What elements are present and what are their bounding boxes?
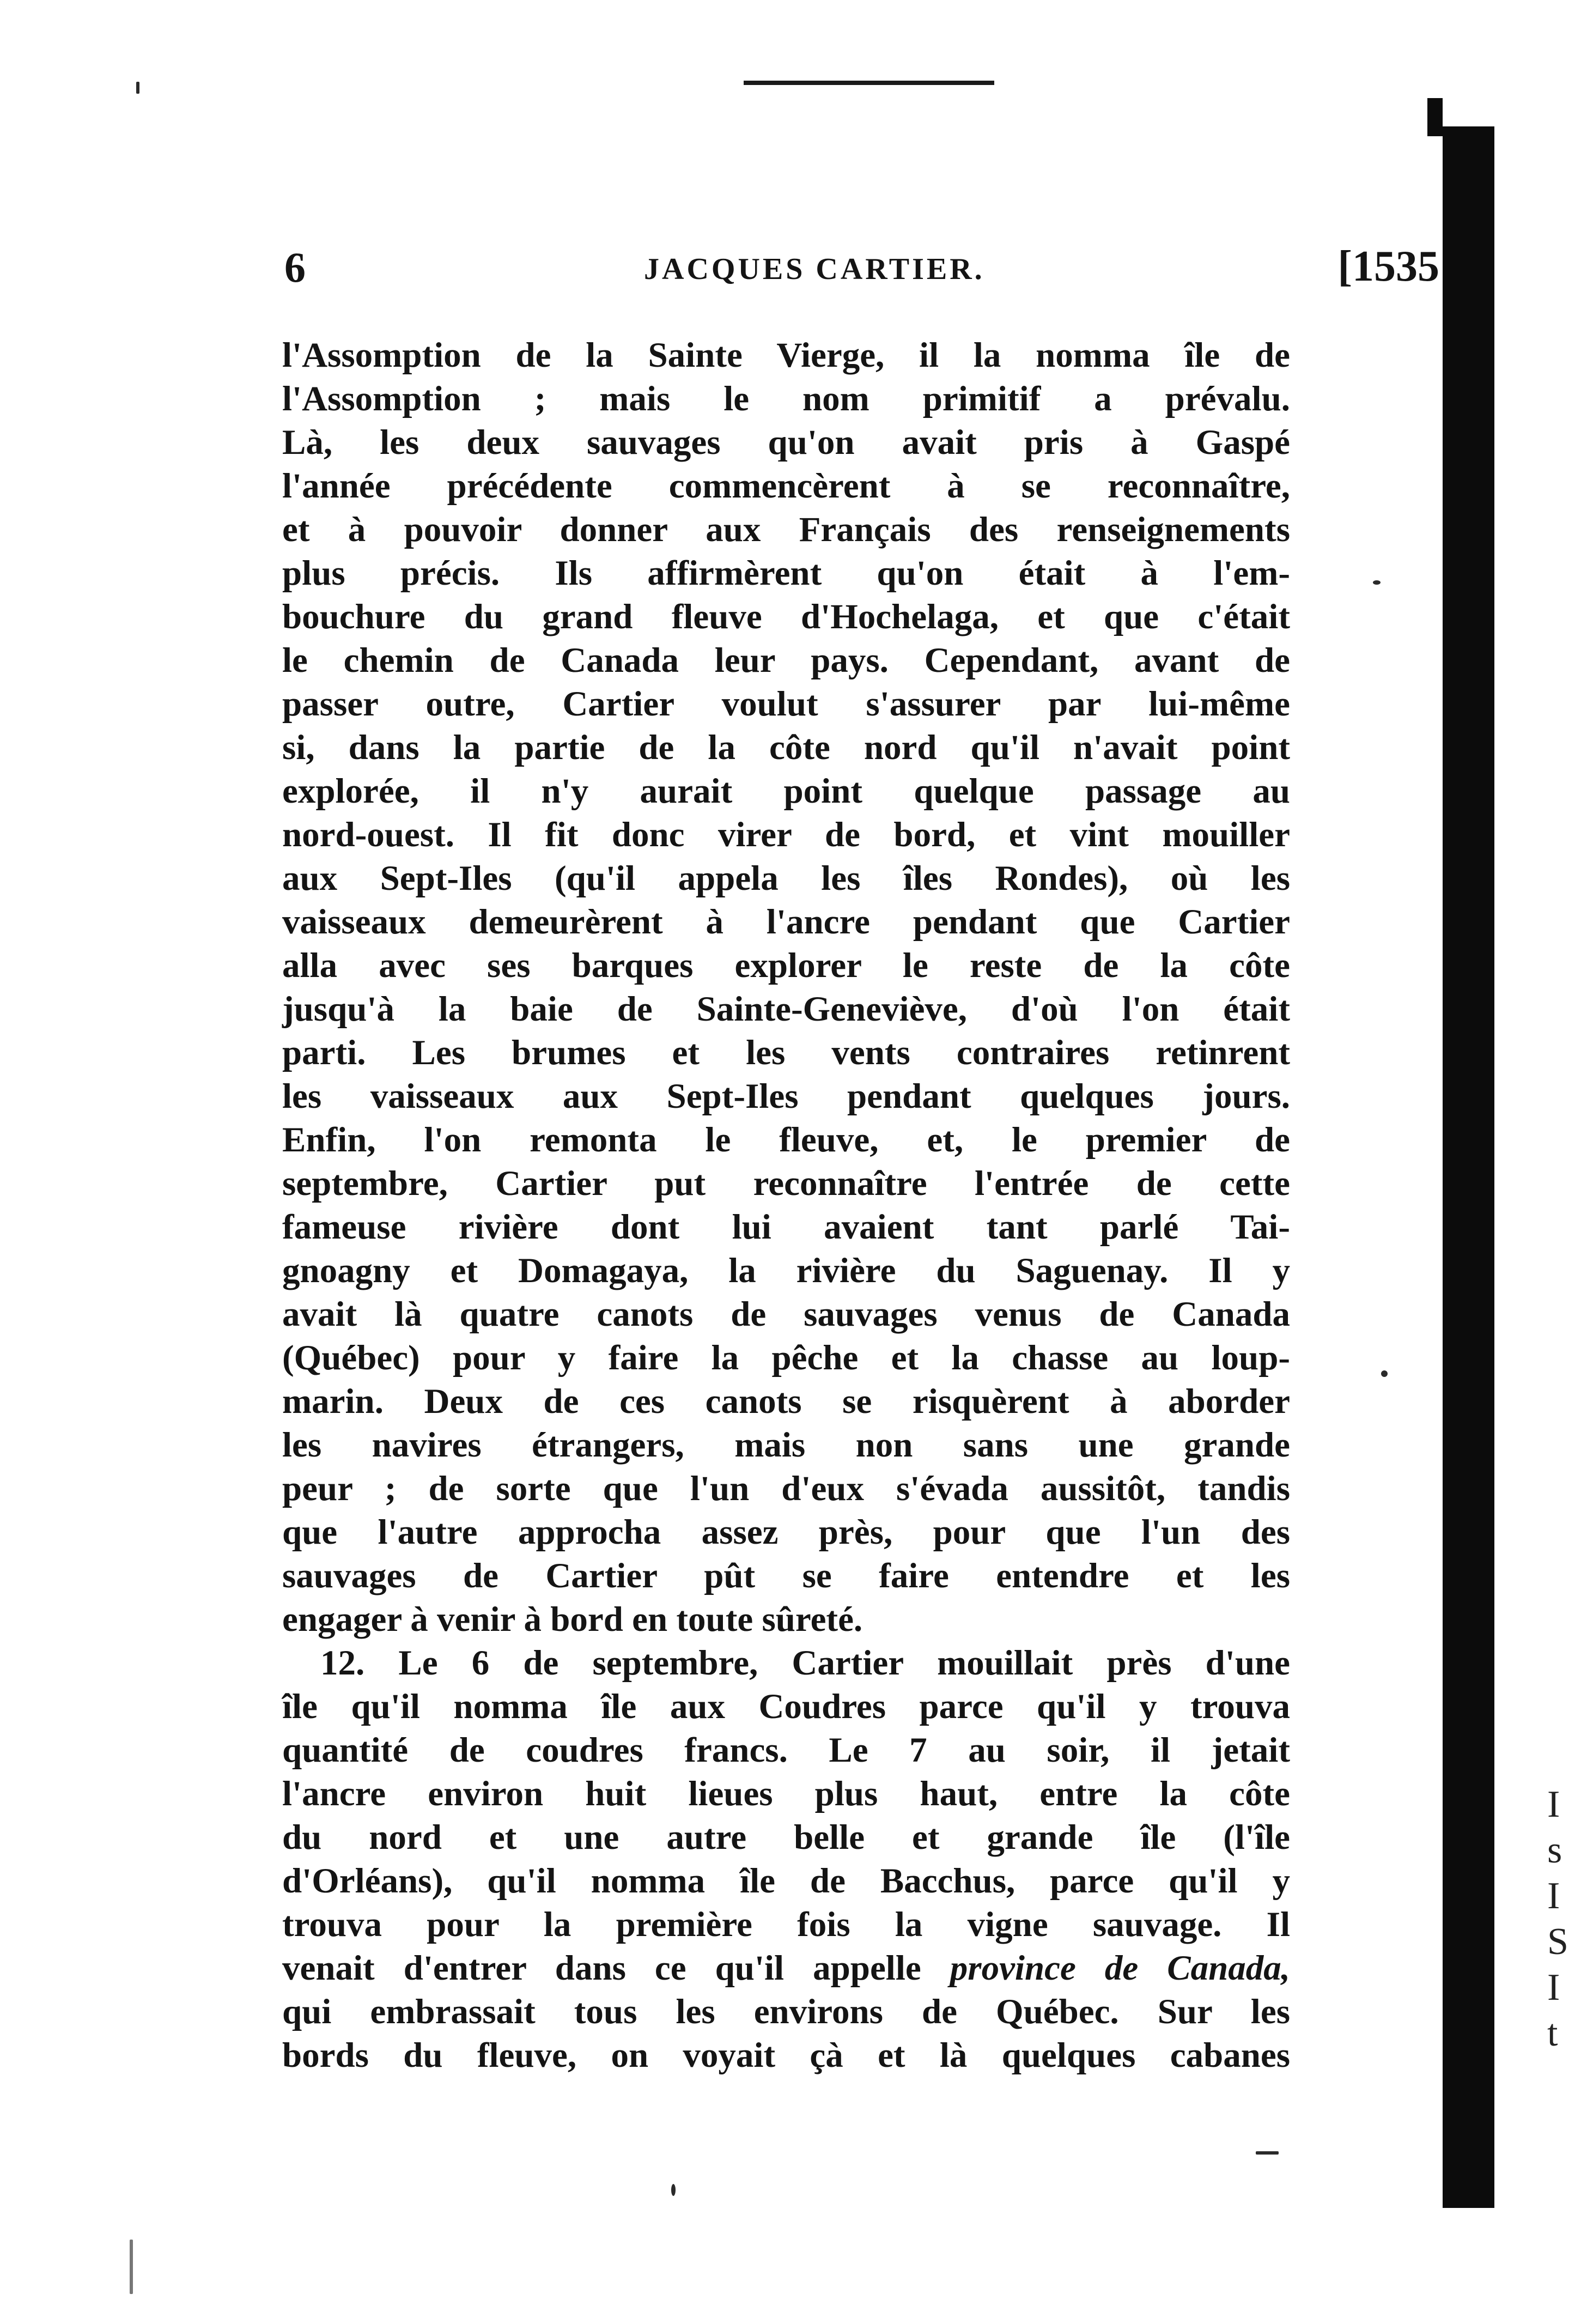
text-line: gnoagny et Domagaya, la rivière du Saguenay. Il y [282,1251,1290,1290]
scan-speck [1373,580,1381,585]
fragment-char: I [1547,1875,1560,1917]
text-line: si, dans la partie de la côte nord qu'il n'avait point [282,728,1290,767]
text-line: explorée, il n'y aurait point quelque passage au [282,772,1290,811]
text-line: qui embrassait tous les environs de Québec. Sur les [282,1992,1290,2031]
page-number: 6 [284,244,306,291]
fragment-char: t [1547,2012,1558,2054]
year-mark: [1535 [1337,242,1439,290]
text-line: l'ancre environ huit lieues plus haut, entre la côte [282,1774,1290,1813]
text-line: nord-ouest. Il fit donc virer de bord, et vint mouiller [282,815,1290,854]
text-line: aux Sept-Iles (qu'il appela les îles Rondes), où les [282,859,1290,898]
text-line: du nord et une autre belle et grande île (l'île [282,1818,1290,1857]
scan-speck [1256,2151,1279,2155]
text-line: jusqu'à la baie de Sainte-Geneviève, d'où l'on était [282,990,1290,1029]
italic-phrase: province de Canada, [950,1949,1290,1988]
text-line: fameuse rivière dont lui avaient tant parlé Tai- [282,1207,1290,1247]
scan-speck [130,2240,133,2294]
text-line: alla avec ses barques explorer le reste de la côte [282,946,1290,985]
text-line: bords du fleuve, on voyait çà et là quelques cabanes [282,2036,1290,2075]
text-line: Là, les deux sauvages qu'on avait pris à Gaspé [282,423,1290,462]
text-line: engager à venir à bord en toute sûreté. [282,1600,863,1639]
page-header [284,240,1439,300]
text-line: le chemin de Canada leur pays. Cependant, avant de [282,641,1290,680]
text-line: (Québec) pour y faire la pêche et la chasse au loup- [282,1338,1290,1378]
text-line: septembre, Cartier put reconnaître l'entrée de cette [282,1164,1290,1203]
text-line: et à pouvoir donner aux Français des renseignements [282,510,1290,549]
text-line: avait là quatre canots de sauvages venus de Canada [282,1295,1290,1334]
text-line: quantité de coudres francs. Le 7 au soir, il jetait [282,1731,1290,1770]
text-line: d'Orléans), qu'il nomma île de Bacchus, parce qu'il y [282,1861,1290,1901]
fragment-char: s [1547,1829,1562,1871]
text-line: passer outre, Cartier voulut s'assurer par lui-même [282,684,1290,724]
line-text: venait d'entrer dans ce qu'il appelle [282,1949,950,1988]
body-text [282,333,1290,2077]
text-line: que l'autre approcha assez près, pour que l'un des [282,1513,1290,1552]
text-line: l'Assomption ; mais le nom primitif a prévalu. [282,379,1290,418]
text-line: l'année précédente commencèrent à se reconnaître, [282,466,1290,506]
text-line: parti. Les brumes et les vents contraires retinrent [282,1033,1290,1072]
fragment-char: I [1547,1783,1560,1825]
text-line: bouchure du grand fleuve d'Hochelaga, et que c'était [282,597,1290,636]
text-line: les vaisseaux aux Sept-Iles pendant quelques jours. [282,1077,1290,1116]
text-line: trouva pour la première fois la vigne sauvage. Il [282,1905,1290,1944]
fragment-char: S [1547,1921,1568,1963]
scan-speck [136,82,139,94]
text-line: sauvages de Cartier pût se faire entendre et les [282,1556,1290,1595]
text-line: île qu'il nomma île aux Coudres parce qu'il y trouva [282,1687,1290,1726]
text-line: vaisseaux demeurèrent à l'ancre pendant que Cartier [282,902,1290,942]
text-line: peur ; de sorte que l'un d'eux s'évada aussitôt, tandis [282,1469,1290,1508]
scan-speck [1381,1370,1388,1377]
running-head: JACQUES CARTIER. [644,252,985,286]
text-line: marin. Deux de ces canots se risquèrent à aborder [282,1382,1290,1421]
text-line: l'Assomption de la Sainte Vierge, il la nomma île de [282,336,1290,375]
paragraph-start-line: 12. Le 6 de septembre, Cartier mouillait près d'une [320,1643,1290,1683]
adjacent-page-fragment [1547,1782,1580,2056]
text-line: Enfin, l'on remonta le fleuve, et, le premier de [282,1120,1290,1160]
text-line-italic [282,1946,1290,1990]
text-line: les navires étrangers, mais non sans une grande [282,1425,1290,1465]
scan-edge-shadow-tip [1427,98,1443,136]
top-rule [744,81,994,85]
scan-edge-shadow [1443,126,1494,2208]
scan-speck [671,2184,676,2196]
text-line: plus précis. Ils affirmèrent qu'on était à l'em- [282,554,1290,593]
fragment-char: I [1547,1967,1560,2009]
